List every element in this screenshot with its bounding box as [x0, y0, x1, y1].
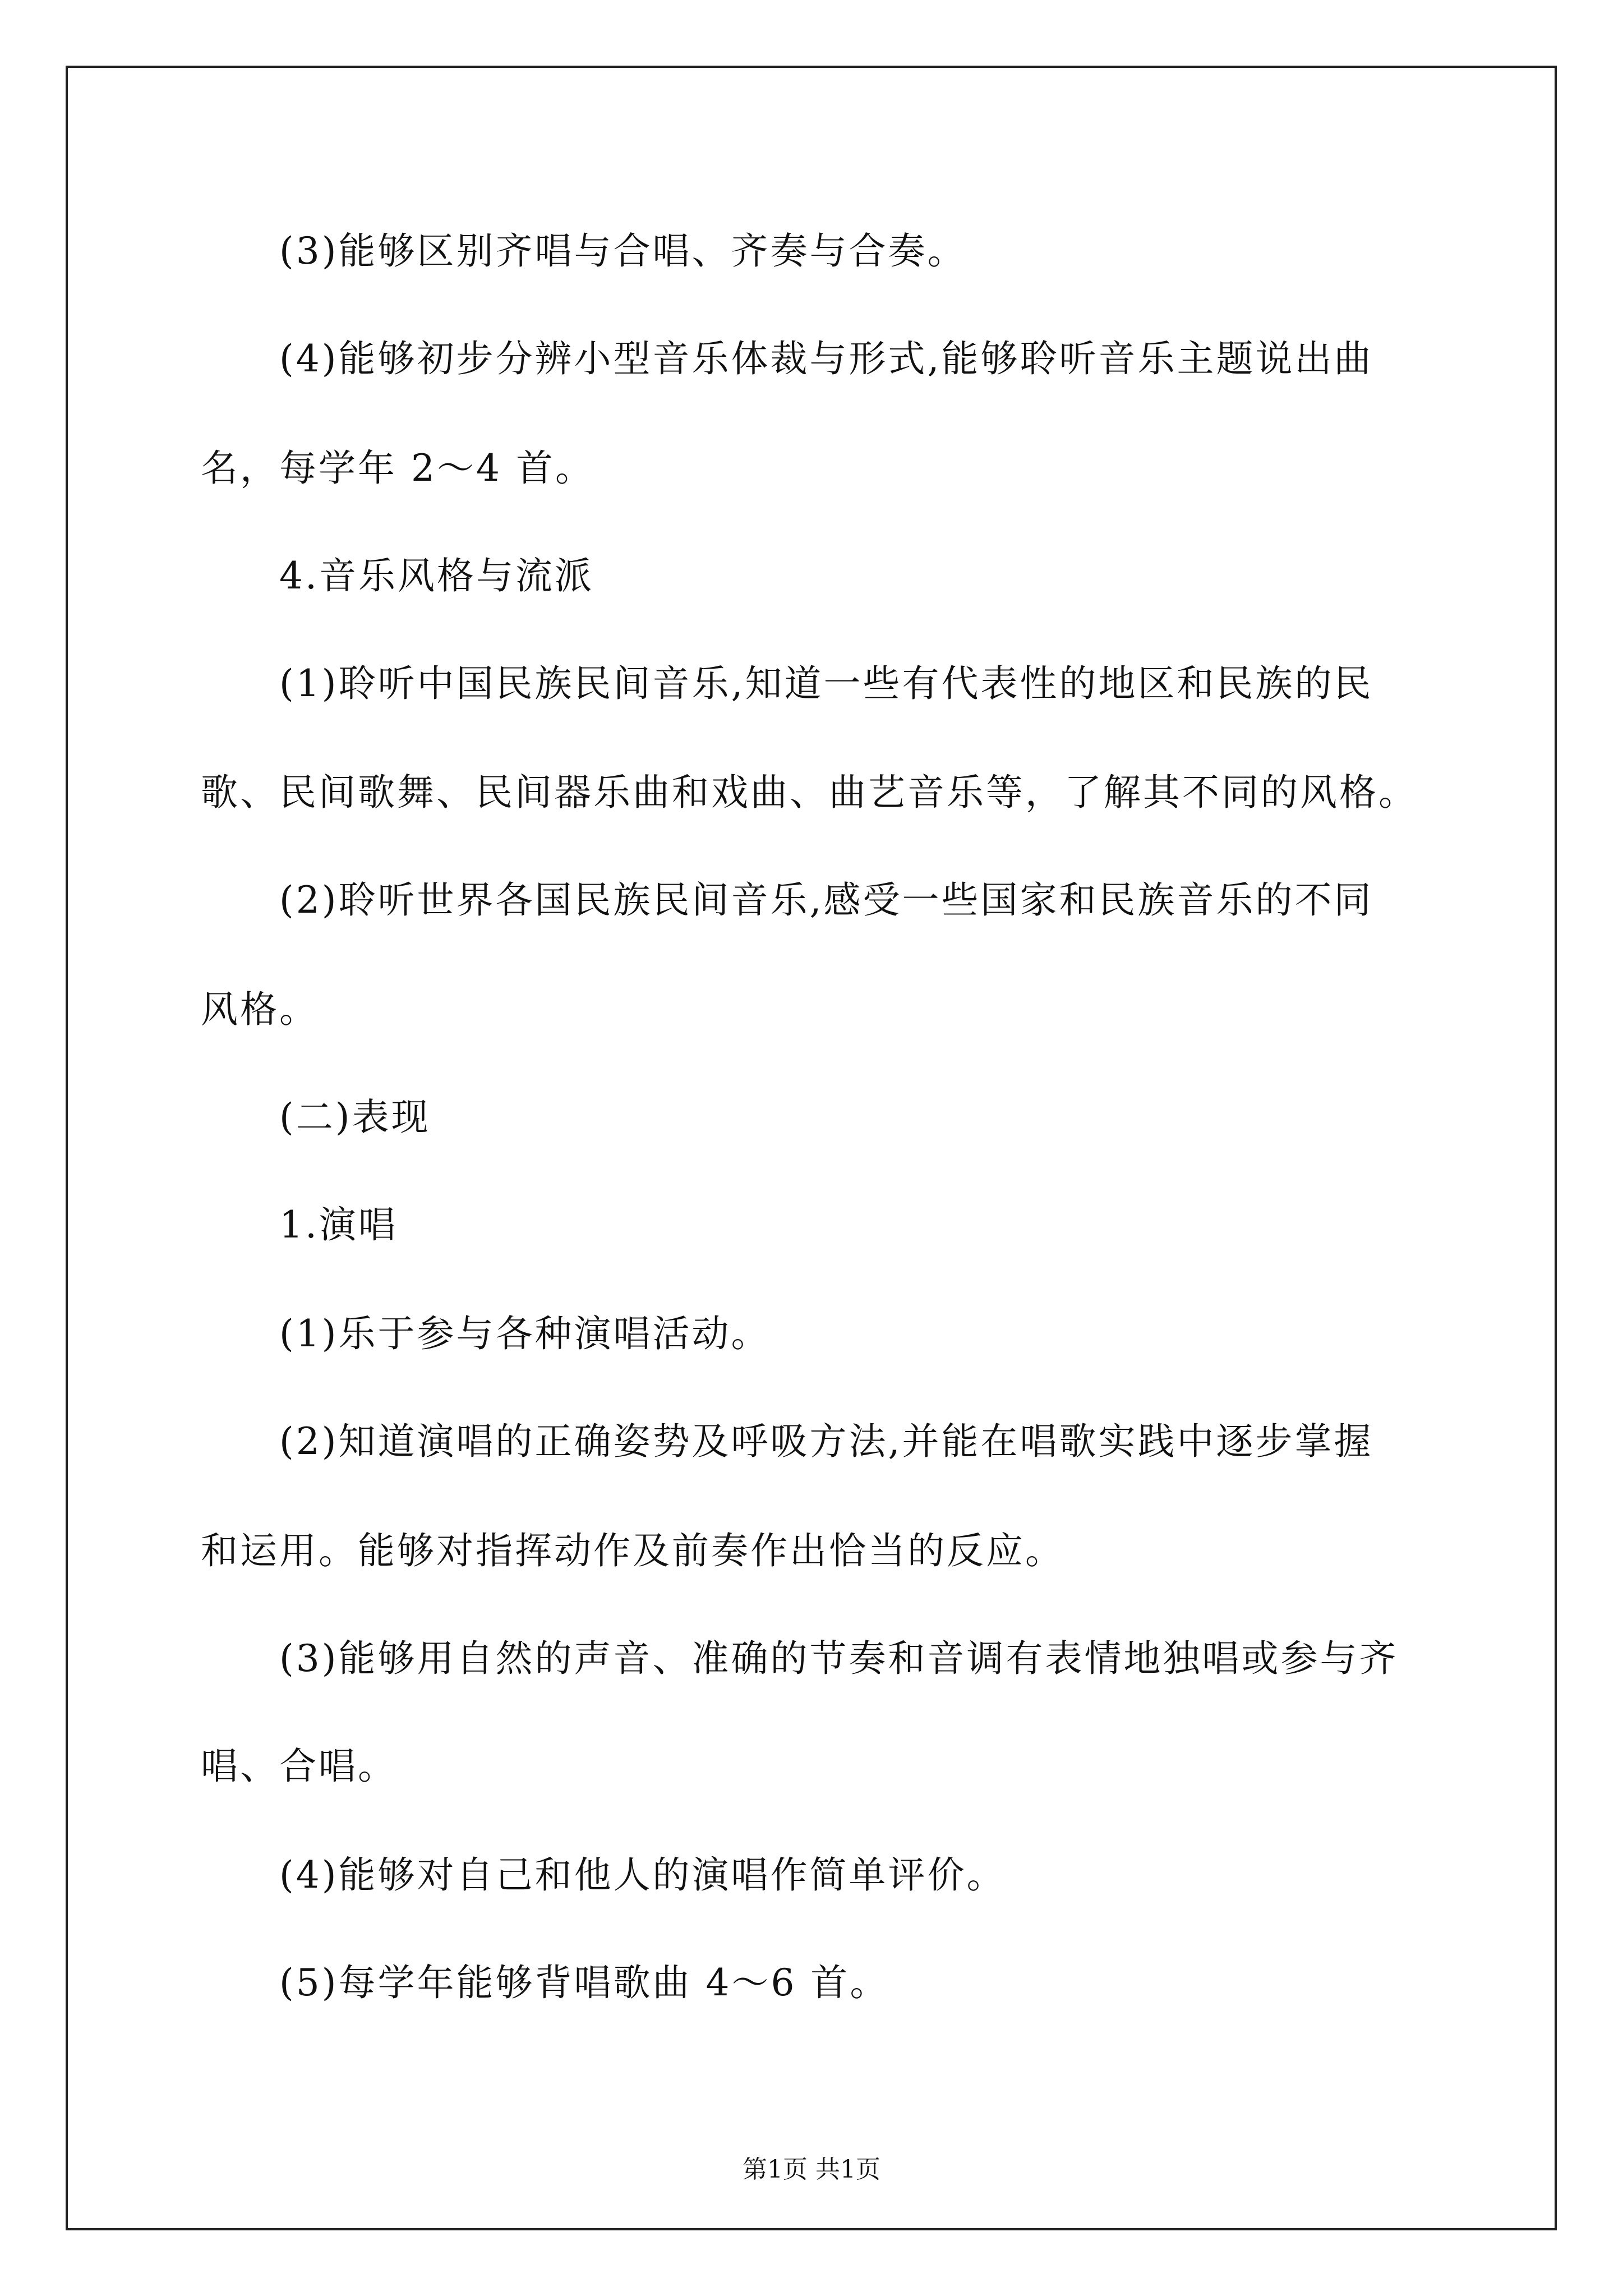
page-footer: 第1页 共1页: [743, 2155, 880, 2184]
paragraph-line: 唱、合唱。: [201, 1745, 397, 1788]
paragraph-line: (3)能够用自然的声音、准确的节奏和音调有表情地独唱或参与齐: [279, 1637, 1399, 1680]
paragraph-line: (1)聆听中国民族民间音乐,知道一些有代表性的地区和民族的民: [279, 662, 1373, 705]
paragraph-line: 风格。: [201, 988, 319, 1031]
paragraph-line: (5)每学年能够背唱歌曲 4～6 首。: [279, 1961, 889, 2004]
paragraph-line: 和运用。能够对指挥动作及前奏作出恰当的反应。: [201, 1529, 1064, 1572]
section-heading: 1.演唱: [279, 1203, 398, 1246]
paragraph-line: (2)知道演唱的正确姿势及呼吸方法,并能在唱歌实践中逐步掌握: [279, 1420, 1373, 1463]
paragraph-line: 名，每学年 2～4 首。: [201, 447, 594, 490]
paragraph-line: 歌、民间歌舞、民间器乐曲和戏曲、曲艺音乐等，了解其不同的风格。: [201, 771, 1418, 814]
paragraph-line: (2)聆听世界各国民族民间音乐,感受一些国家和民族音乐的不同: [279, 878, 1373, 922]
paragraph-line: (4)能够对自己和他人的演唱作简单评价。: [279, 1853, 1006, 1897]
section-heading: (二)表现: [279, 1096, 431, 1139]
paragraph-line: (4)能够初步分辨小型音乐体裁与形式,能够聆听音乐主题说出曲: [279, 337, 1373, 380]
page-border: [66, 66, 1557, 2230]
section-heading: 4.音乐风格与流派: [279, 554, 594, 597]
paragraph-line: (1)乐于参与各种演唱活动。: [279, 1312, 771, 1355]
paragraph-line: (3)能够区别齐唱与合唱、齐奏与合奏。: [279, 229, 967, 273]
